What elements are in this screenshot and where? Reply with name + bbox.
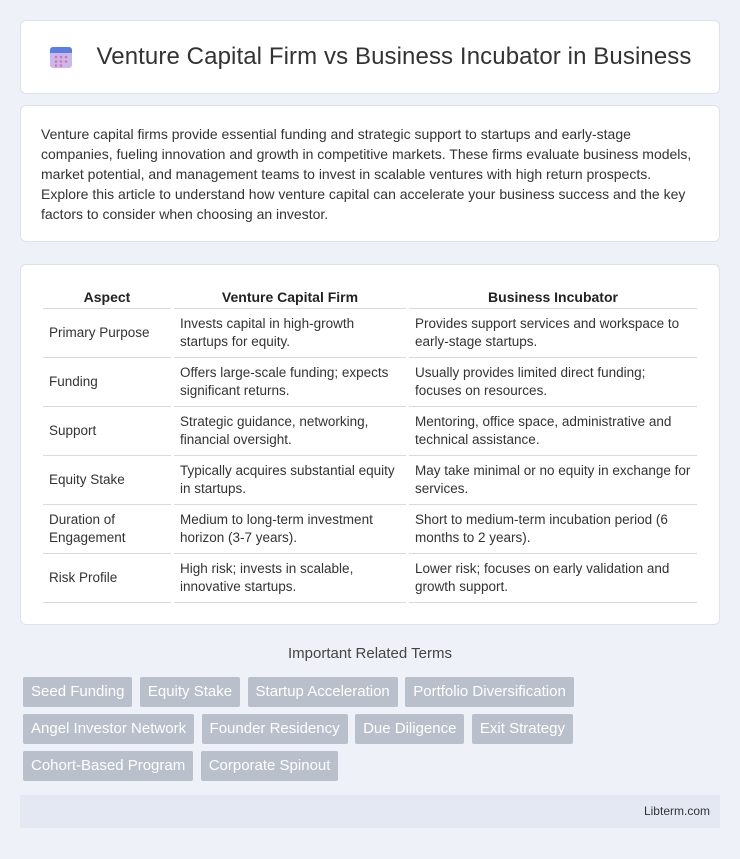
footer <box>20 795 720 828</box>
header-card <box>20 20 720 94</box>
cell-venture-capital: Invests capital in high-growth startups for equity. <box>174 309 406 358</box>
cell-aspect: Funding <box>43 358 171 407</box>
related-terms-list <box>23 677 623 788</box>
intro-text: Venture capital firms provide essential funding and strategic support to startups and early-stage companies, fueling innovation and growth in competitive markets. These firms evaluate business models, market potential, and management teams to invest in scalable ventures with high return prospects. Explore this article to understand how venture capital can accelerate your business success and the key factors to consider when choosing an investor. <box>41 126 692 222</box>
tag-founder-residency[interactable]: Founder Residency <box>202 714 348 744</box>
cell-aspect: Risk Profile <box>43 554 171 603</box>
tag-portfolio-diversification[interactable]: Portfolio Diversification <box>405 677 574 707</box>
cell-venture-capital: High risk; invests in scalable, innovative startups. <box>174 554 406 603</box>
cell-venture-capital: Medium to long-term investment horizon (3-7 years). <box>174 505 406 554</box>
table-row <box>43 505 697 554</box>
table-header-row <box>43 285 697 309</box>
table-row <box>43 309 697 358</box>
table-row <box>43 407 697 456</box>
tag-seed-funding[interactable]: Seed Funding <box>23 677 132 707</box>
tag-exit-strategy[interactable]: Exit Strategy <box>472 714 573 744</box>
comparison-card <box>20 264 720 625</box>
cell-aspect: Equity Stake <box>43 456 171 505</box>
cell-aspect: Primary Purpose <box>43 309 171 358</box>
comparison-table <box>40 285 700 603</box>
cell-incubator: Mentoring, office space, administrative and technical assistance. <box>409 407 697 456</box>
cell-venture-capital: Offers large-scale funding; expects significant returns. <box>174 358 406 407</box>
tag-due-diligence[interactable]: Due Diligence <box>355 714 464 744</box>
cell-aspect: Duration of Engagement <box>43 505 171 554</box>
tag-cohort-based-program[interactable]: Cohort-Based Program <box>23 751 193 781</box>
table-row <box>43 554 697 603</box>
cell-incubator: May take minimal or no equity in exchange for services. <box>409 456 697 505</box>
intro-card <box>20 105 720 242</box>
cell-incubator: Usually provides limited direct funding; focuses on resources. <box>409 358 697 407</box>
footer-brand[interactable]: Libterm.com <box>643 804 710 818</box>
column-header-aspect: Aspect <box>43 285 171 309</box>
tag-startup-acceleration[interactable]: Startup Acceleration <box>248 677 398 707</box>
cell-incubator: Lower risk; focuses on early validation and growth support. <box>409 554 697 603</box>
cell-incubator: Provides support services and workspace to early-stage startups. <box>409 309 697 358</box>
table-row <box>43 358 697 407</box>
calendar-icon <box>48 44 74 70</box>
related-terms-title: Important Related Terms <box>288 645 452 662</box>
tag-angel-investor-network[interactable]: Angel Investor Network <box>23 714 194 744</box>
column-header-venture-capital: Venture Capital Firm <box>174 285 406 309</box>
column-header-incubator: Business Incubator <box>409 285 697 309</box>
page-title: Venture Capital Firm vs Business Incubator in Business <box>96 43 692 70</box>
cell-aspect: Support <box>43 407 171 456</box>
cell-venture-capital: Typically acquires substantial equity in startups. <box>174 456 406 505</box>
cell-incubator: Short to medium-term incubation period (6 months to 2 years). <box>409 505 697 554</box>
table-row <box>43 456 697 505</box>
tag-corporate-spinout[interactable]: Corporate Spinout <box>201 751 339 781</box>
cell-venture-capital: Strategic guidance, networking, financial oversight. <box>174 407 406 456</box>
tag-equity-stake[interactable]: Equity Stake <box>140 677 240 707</box>
